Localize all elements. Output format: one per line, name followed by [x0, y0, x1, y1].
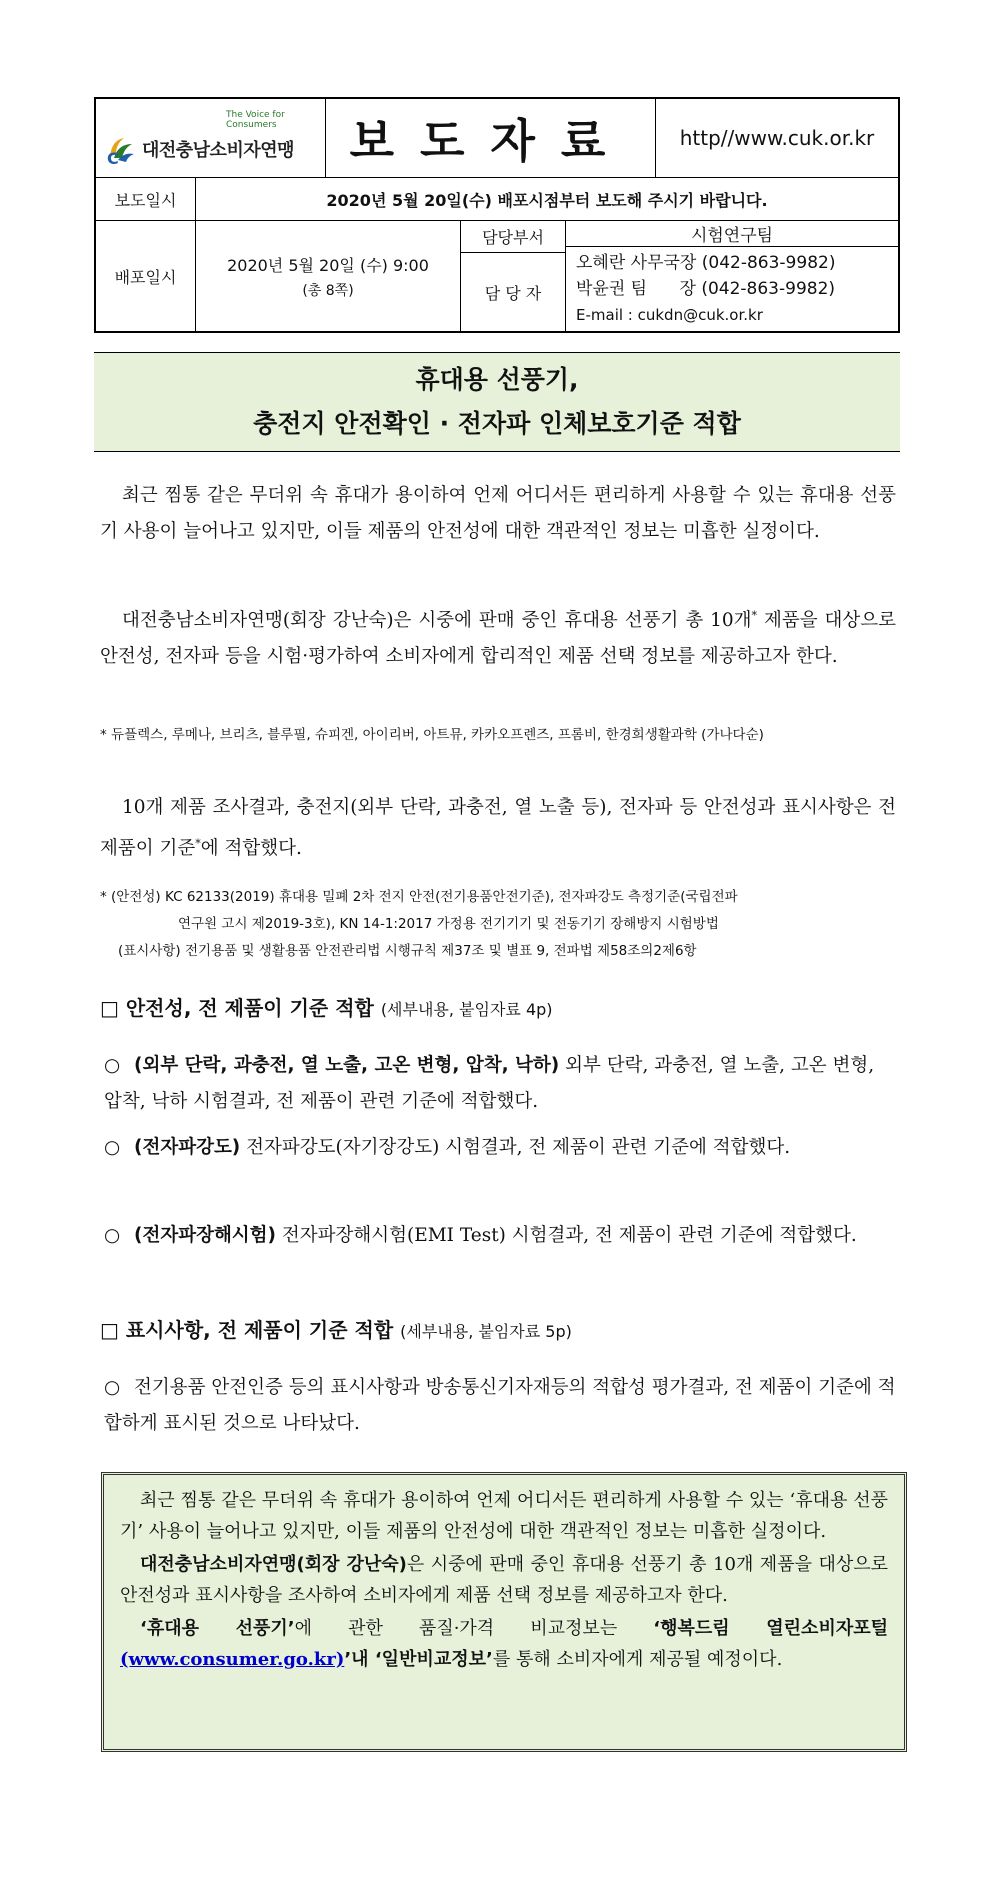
paragraph-2: 대전충남소비자연맹(회장 강난숙)은 시중에 판매 중인 휴대용 선풍기 총 10개* 제품을 대상으로 안전성, 전자파 등을 시험·평가하여 소비자에게 합리적인 제품 선택 정보를 제공하고자 한다. [100, 609, 897, 668]
contact-email[interactable]: E-mail : cukdn@cuk.or.kr [576, 306, 763, 324]
footnote-standards-1: * (안전성) KC 62133(2019) 휴대용 밀폐 2차 전지 안전(전기용품안전기준), 전자파강도 측정기준(국립전파 [100, 889, 738, 905]
report-date-value: 2020년 5월 20일(수) 배포시점부터 보도해 주시기 바랍니다. [326, 190, 768, 210]
headline-line-2: 충전지 안전확인 · 전자파 인체보호기준 적합 [253, 409, 741, 438]
contact-person-2: 박윤권 팀 장 (042-863-9982) [576, 279, 836, 299]
logo-mark-icon [104, 132, 138, 166]
summary-paragraph-1: 최근 찜통 같은 무더위 속 휴대가 용이하여 언제 어디서든 편리하게 사용할 수 있는 ‘휴대용 선풍기’ 사용이 늘어나고 있지만, 이들 제품의 안전성에 대한 객관적인 정보는 미흡한 실정이다. [120, 1490, 888, 1542]
section-1-bullet-3: ○ (전자파장해시험) 전자파장해시험(EMI Test) 시험결과, 전 제품이 관련 기준에 적합했다. [104, 1225, 857, 1246]
section-2-title: □ 표시사항, 전 제품이 기준 적합 (세부내용, 붙임자료 5p) [100, 1318, 572, 1342]
section-1-title: □ 안전성, 전 제품이 기준 적합 (세부내용, 붙임자료 4p) [100, 996, 553, 1020]
summary-box [101, 1472, 907, 1752]
footnote-standards-2: 연구원 고시 제2019-3호), KN 14-1:2017 가정용 전기기기 및 전동기기 장해방지 시험방법 [178, 916, 719, 932]
logo-name: 대전충남소비자연맹 [142, 140, 294, 161]
contact-info [566, 221, 898, 331]
page-count: (총 8쪽) [302, 282, 354, 299]
section-1-bullet-1: ○ (외부 단락, 과충전, 열 노출, 고온 변형, 압착, 낙하) 외부 단락, 과충전, 열 노출, 고온 변형, 압착, 낙하 시험결과, 전 제품이 관련 기준에 적합했다. [104, 1055, 875, 1112]
contact-labels [461, 221, 566, 331]
summary-paragraph-2: 대전충남소비자연맹(회장 강난숙)은 시중에 판매 중인 휴대용 선풍기 총 10개 제품을 대상으로 안전성과 표시사항을 조사하여 소비자에게 제품 선택 정보를 제공하고자 한다. [120, 1554, 888, 1606]
press-header-table [94, 97, 900, 333]
footnote-standards [100, 884, 900, 965]
summary-paragraph-3: ‘휴대용 선풍기’에 관한 품질·가격 비교정보는 ‘행복드림 열린소비자포털(www.consumer.go.kr)’내 ‘일반비교정보’를 통해 소비자에게 제공될 예정이다. [120, 1618, 888, 1670]
paragraph-1: 최근 찜통 같은 무더위 속 휴대가 용이하여 언제 어디서든 편리하게 사용할 수 있는 휴대용 선풍기 사용이 늘어나고 있지만, 이들 제품의 안전성에 대한 객관적인 정보는 미흡한 실정이다. [100, 485, 896, 542]
footnote-standards-3: (표시사항) 전기용품 및 생활용품 안전관리법 시행규칙 제37조 및 별표 9, 전파법 제58조의2제6항 [118, 943, 697, 959]
website-url[interactable]: http//www.cuk.or.kr [679, 126, 875, 150]
headline-box [94, 352, 900, 452]
logo [96, 99, 326, 177]
section-2-bullet-1: ○ 전기용품 안전인증 등의 표시사항과 방송통신기자재등의 적합성 평가결과, 전 제품이 기준에 적합하게 표시된 것으로 나타났다. [104, 1377, 896, 1434]
contact-person-1: 오혜란 사무국장 (042-863-9982) [576, 253, 836, 273]
report-date-label: 보도일시 [96, 178, 196, 220]
section-1-bullet-2: ○ (전자파강도) 전자파강도(자기장강도) 시험결과, 전 제품이 관련 기준에 적합했다. [104, 1137, 791, 1158]
logo-tagline: The Voice for Consumers [226, 110, 285, 130]
dept-label: 담당부서 [461, 221, 565, 253]
paragraph-3: 10개 제품 조사결과, 충전지(외부 단락, 과충전, 열 노출 등), 전자파 등 안전성과 표시사항은 전 제품이 기준*에 적합했다. [100, 797, 896, 860]
consumer-portal-link[interactable]: (www.consumer.go.kr) [120, 1649, 345, 1670]
headline-line-1: 휴대용 선풍기, [415, 365, 579, 394]
press-release-title: 보도자료 [326, 99, 656, 177]
dept-value: 시험연구팀 [566, 221, 898, 247]
svg-text:C: C [107, 149, 119, 166]
release-date-label: 배포일시 [96, 221, 196, 331]
footnote-brands: * 듀플렉스, 루메나, 브리츠, 블루필, 슈피겐, 아이리버, 아트뮤, 카카오프렌즈, 프롬비, 한경희생활과학 (가나다순) [100, 727, 764, 743]
person-label: 담 당 자 [484, 283, 542, 303]
release-date-value: 2020년 5월 20일 (수) 9:00 [227, 255, 429, 275]
release-date [196, 221, 461, 331]
